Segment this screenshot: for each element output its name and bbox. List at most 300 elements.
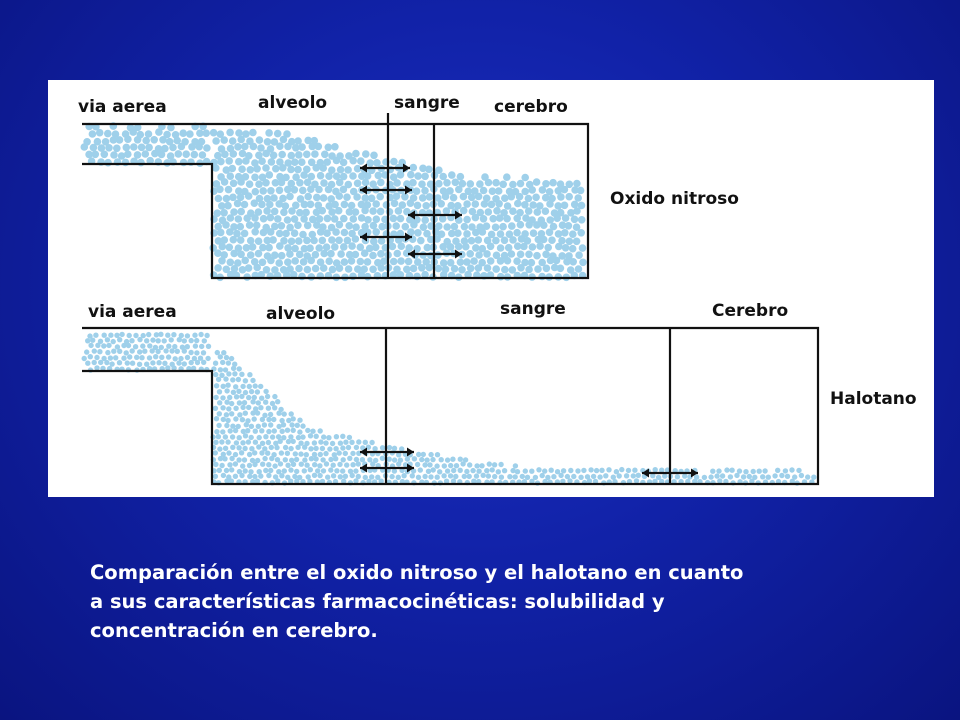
molecule bbox=[354, 457, 359, 462]
molecule bbox=[533, 475, 538, 480]
molecule bbox=[448, 473, 453, 478]
molecule bbox=[380, 445, 385, 450]
molecule bbox=[435, 180, 443, 188]
molecule bbox=[306, 474, 311, 479]
molecule bbox=[259, 187, 267, 195]
molecule bbox=[182, 338, 187, 343]
molecule bbox=[258, 405, 263, 410]
molecule bbox=[321, 151, 329, 159]
molecule bbox=[137, 159, 145, 167]
molecule bbox=[470, 468, 475, 473]
molecule bbox=[249, 424, 254, 429]
molecule bbox=[262, 413, 267, 418]
molecule bbox=[186, 130, 194, 138]
molecule bbox=[150, 136, 158, 144]
molecule bbox=[675, 474, 680, 479]
molecule bbox=[274, 130, 282, 138]
molecule bbox=[227, 259, 235, 267]
molecule bbox=[448, 171, 456, 179]
molecule bbox=[217, 400, 222, 405]
molecule bbox=[271, 452, 276, 457]
molecule bbox=[156, 338, 161, 343]
molecule bbox=[284, 244, 292, 252]
molecule bbox=[280, 209, 288, 217]
molecule bbox=[470, 257, 478, 265]
molecule bbox=[369, 180, 377, 188]
molecule bbox=[189, 338, 194, 343]
molecule bbox=[318, 452, 323, 457]
molecule bbox=[263, 468, 268, 473]
molecule bbox=[422, 474, 427, 479]
molecule bbox=[513, 257, 521, 265]
molecule bbox=[557, 209, 565, 217]
molecule bbox=[234, 143, 242, 151]
molecule bbox=[562, 244, 570, 252]
molecule bbox=[327, 250, 335, 258]
molecule bbox=[250, 378, 255, 383]
molecule bbox=[594, 468, 599, 473]
molecule bbox=[378, 237, 386, 245]
molecule bbox=[419, 457, 424, 462]
molecule bbox=[468, 223, 476, 231]
molecule bbox=[255, 180, 263, 188]
molecule bbox=[532, 194, 540, 202]
molecule bbox=[260, 462, 265, 467]
molecule bbox=[414, 258, 422, 266]
molecule bbox=[318, 439, 323, 444]
molecule bbox=[229, 194, 237, 202]
gas-uptake-diagram bbox=[48, 80, 934, 497]
molecule bbox=[214, 152, 222, 160]
molecule bbox=[267, 145, 275, 153]
molecule bbox=[271, 251, 279, 259]
molecule bbox=[257, 435, 262, 440]
molecule bbox=[497, 273, 505, 281]
molecule bbox=[479, 463, 484, 468]
molecule bbox=[565, 193, 573, 201]
molecule bbox=[323, 440, 328, 445]
bottom-label-blood: sangre bbox=[500, 299, 566, 319]
molecule bbox=[213, 361, 218, 366]
molecule bbox=[330, 441, 335, 446]
molecule bbox=[232, 371, 237, 376]
molecule bbox=[323, 451, 328, 456]
molecule bbox=[501, 194, 509, 202]
molecule bbox=[619, 467, 624, 472]
molecule bbox=[224, 355, 229, 360]
molecule bbox=[299, 462, 304, 467]
molecule bbox=[278, 222, 286, 230]
molecule bbox=[466, 250, 474, 258]
molecule bbox=[259, 259, 267, 267]
molecule bbox=[213, 440, 218, 445]
molecule bbox=[276, 434, 281, 439]
molecule bbox=[334, 468, 339, 473]
molecule bbox=[500, 209, 508, 217]
molecule bbox=[247, 166, 255, 174]
molecule bbox=[369, 440, 374, 445]
molecule bbox=[344, 237, 352, 245]
molecule bbox=[451, 223, 459, 231]
molecule bbox=[329, 266, 337, 274]
molecule bbox=[585, 474, 590, 479]
molecule bbox=[256, 400, 261, 405]
molecule bbox=[265, 129, 273, 137]
molecule bbox=[398, 458, 403, 463]
molecule bbox=[414, 172, 422, 180]
molecule bbox=[251, 174, 259, 182]
molecule bbox=[294, 469, 299, 474]
molecule bbox=[283, 457, 288, 462]
molecule bbox=[463, 200, 471, 208]
halothane-diagram bbox=[82, 299, 917, 484]
molecule bbox=[219, 439, 224, 444]
molecule bbox=[113, 355, 118, 360]
molecule bbox=[111, 349, 116, 354]
molecule bbox=[162, 361, 167, 366]
molecule bbox=[265, 451, 270, 456]
molecule bbox=[256, 424, 261, 429]
molecule bbox=[603, 473, 608, 478]
molecule bbox=[333, 259, 341, 267]
molecule bbox=[214, 223, 222, 231]
molecule bbox=[225, 157, 233, 165]
molecule bbox=[255, 458, 260, 463]
molecule bbox=[237, 208, 245, 216]
molecule bbox=[263, 389, 268, 394]
molecule bbox=[463, 216, 471, 224]
molecule bbox=[240, 463, 245, 468]
molecule bbox=[347, 435, 352, 440]
molecule bbox=[343, 193, 351, 201]
molecule bbox=[656, 475, 661, 480]
molecule bbox=[279, 450, 284, 455]
molecule bbox=[245, 428, 250, 433]
molecule bbox=[179, 129, 187, 137]
molecule bbox=[347, 456, 352, 461]
molecule bbox=[573, 238, 581, 246]
molecule bbox=[262, 422, 267, 427]
molecule bbox=[356, 439, 361, 444]
molecule bbox=[291, 215, 299, 223]
molecule bbox=[224, 400, 229, 405]
molecule bbox=[166, 344, 171, 349]
molecule bbox=[180, 159, 188, 167]
top-label-blood: sangre bbox=[394, 93, 460, 113]
molecule bbox=[291, 158, 299, 166]
molecule bbox=[139, 355, 144, 360]
molecule bbox=[271, 417, 276, 422]
molecule bbox=[392, 457, 397, 462]
molecule bbox=[521, 174, 529, 182]
molecule bbox=[82, 356, 87, 361]
molecule bbox=[240, 440, 245, 445]
molecule bbox=[766, 475, 771, 480]
molecule bbox=[162, 338, 167, 343]
molecule bbox=[513, 229, 521, 237]
molecule bbox=[137, 131, 145, 139]
molecule bbox=[115, 344, 120, 349]
molecule bbox=[354, 445, 359, 450]
molecule bbox=[422, 202, 430, 210]
molecule bbox=[237, 223, 245, 231]
molecule bbox=[328, 224, 336, 232]
molecule bbox=[113, 145, 121, 153]
molecule bbox=[262, 224, 270, 232]
molecule bbox=[418, 180, 426, 188]
molecule bbox=[316, 215, 324, 223]
molecule bbox=[327, 446, 332, 451]
molecule bbox=[796, 468, 801, 473]
molecule bbox=[483, 222, 491, 230]
molecule bbox=[295, 423, 300, 428]
molecule bbox=[340, 468, 345, 473]
molecule bbox=[345, 152, 353, 160]
molecule bbox=[463, 457, 468, 462]
molecule bbox=[350, 188, 358, 196]
molecule bbox=[345, 222, 353, 230]
molecule bbox=[242, 130, 250, 138]
molecule bbox=[363, 440, 368, 445]
molecule bbox=[252, 395, 257, 400]
molecule bbox=[191, 151, 199, 159]
molecule bbox=[469, 208, 477, 216]
molecule bbox=[102, 138, 110, 146]
molecule bbox=[202, 338, 207, 343]
molecule bbox=[292, 202, 300, 210]
molecule bbox=[112, 130, 120, 138]
molecule bbox=[405, 244, 413, 252]
molecule bbox=[499, 475, 504, 480]
molecule bbox=[212, 137, 220, 145]
molecule bbox=[308, 467, 313, 472]
molecule bbox=[506, 230, 514, 238]
molecule bbox=[507, 474, 512, 479]
molecule bbox=[311, 181, 319, 189]
molecule bbox=[258, 384, 263, 389]
molecule bbox=[313, 446, 318, 451]
molecule bbox=[270, 194, 278, 202]
molecule bbox=[185, 355, 190, 360]
molecule bbox=[356, 474, 361, 479]
molecule bbox=[394, 250, 402, 258]
molecule bbox=[233, 461, 238, 466]
molecule bbox=[364, 273, 372, 281]
molecule bbox=[300, 434, 305, 439]
molecule bbox=[328, 166, 336, 174]
molecule bbox=[224, 468, 229, 473]
molecule bbox=[89, 130, 97, 138]
molecule bbox=[253, 429, 258, 434]
molecule bbox=[134, 355, 139, 360]
molecule bbox=[300, 215, 308, 223]
molecule bbox=[295, 237, 303, 245]
molecule bbox=[220, 395, 225, 400]
molecule bbox=[307, 201, 315, 209]
molecule bbox=[493, 252, 501, 260]
molecule bbox=[662, 473, 667, 478]
molecule bbox=[161, 145, 169, 153]
molecule bbox=[372, 446, 377, 451]
molecule bbox=[291, 245, 299, 253]
molecule bbox=[251, 228, 259, 236]
molecule bbox=[269, 236, 277, 244]
molecule bbox=[266, 406, 271, 411]
molecule bbox=[229, 356, 234, 361]
molecule bbox=[137, 349, 142, 354]
molecule bbox=[253, 406, 258, 411]
molecule bbox=[217, 173, 225, 181]
molecule bbox=[354, 180, 362, 188]
molecule bbox=[233, 230, 241, 238]
molecule bbox=[142, 137, 150, 145]
molecule bbox=[83, 138, 91, 146]
molecule bbox=[421, 187, 429, 195]
molecule bbox=[551, 474, 556, 479]
molecule bbox=[811, 475, 816, 480]
molecule bbox=[694, 475, 699, 480]
molecule bbox=[566, 181, 574, 189]
molecule bbox=[234, 259, 242, 267]
molecule bbox=[349, 172, 357, 180]
molecule bbox=[353, 468, 358, 473]
molecule bbox=[450, 194, 458, 202]
molecule bbox=[262, 164, 270, 172]
molecule bbox=[209, 244, 217, 252]
molecule bbox=[435, 265, 443, 273]
bottom-label-airway: via aerea bbox=[88, 302, 177, 322]
molecule bbox=[363, 475, 368, 480]
molecule bbox=[438, 230, 446, 238]
molecule bbox=[249, 389, 254, 394]
molecule bbox=[108, 355, 113, 360]
molecule bbox=[493, 207, 501, 215]
molecule bbox=[341, 258, 349, 266]
molecule bbox=[253, 222, 261, 230]
molecule bbox=[380, 456, 385, 461]
molecule bbox=[369, 266, 377, 274]
molecule bbox=[304, 222, 312, 230]
molecule bbox=[311, 137, 319, 145]
molecule bbox=[255, 152, 263, 160]
molecule bbox=[490, 467, 495, 472]
molecule bbox=[221, 236, 229, 244]
molecule bbox=[348, 469, 353, 474]
molecule bbox=[546, 216, 554, 224]
molecule bbox=[298, 441, 303, 446]
molecule bbox=[92, 151, 100, 159]
molecule bbox=[448, 463, 453, 468]
molecule bbox=[246, 439, 251, 444]
molecule bbox=[302, 468, 307, 473]
molecule bbox=[312, 251, 320, 259]
molecule bbox=[542, 468, 547, 473]
molecule bbox=[259, 396, 264, 401]
molecule bbox=[233, 474, 238, 479]
molecule bbox=[213, 450, 218, 455]
molecule bbox=[324, 215, 332, 223]
molecule bbox=[304, 193, 312, 201]
molecule bbox=[263, 400, 268, 405]
molecule bbox=[308, 159, 316, 167]
molecule bbox=[167, 152, 175, 160]
molecule bbox=[521, 188, 529, 196]
molecule bbox=[101, 343, 106, 348]
molecule bbox=[333, 446, 338, 451]
molecule bbox=[124, 150, 132, 158]
molecule bbox=[320, 179, 328, 187]
molecule bbox=[278, 252, 286, 260]
molecule bbox=[501, 266, 509, 274]
molecule bbox=[175, 150, 183, 158]
molecule bbox=[386, 208, 394, 216]
molecule bbox=[241, 201, 249, 209]
molecule bbox=[340, 445, 345, 450]
molecule bbox=[573, 180, 581, 188]
molecule bbox=[333, 172, 341, 180]
molecule bbox=[185, 333, 190, 338]
molecule bbox=[525, 207, 533, 215]
molecule bbox=[92, 360, 97, 365]
molecule bbox=[375, 475, 380, 480]
molecule bbox=[492, 224, 500, 232]
molecule bbox=[364, 216, 372, 224]
molecule bbox=[192, 333, 197, 338]
molecule bbox=[267, 214, 275, 222]
molecule bbox=[352, 223, 360, 231]
molecule bbox=[233, 416, 238, 421]
molecule bbox=[117, 360, 122, 365]
molecule bbox=[741, 474, 746, 479]
molecule bbox=[555, 230, 563, 238]
molecule bbox=[405, 258, 413, 266]
molecule bbox=[577, 187, 585, 195]
molecule bbox=[369, 474, 374, 479]
molecule bbox=[357, 157, 365, 165]
molecule bbox=[172, 344, 177, 349]
molecule bbox=[310, 429, 315, 434]
molecule bbox=[484, 468, 489, 473]
molecule bbox=[588, 467, 593, 472]
molecule bbox=[550, 223, 558, 231]
molecule bbox=[561, 229, 569, 237]
molecule bbox=[156, 360, 161, 365]
molecule bbox=[503, 173, 511, 181]
molecule bbox=[325, 475, 330, 480]
molecule bbox=[399, 446, 404, 451]
molecule bbox=[150, 337, 155, 342]
molecule bbox=[281, 435, 286, 440]
molecule bbox=[255, 208, 263, 216]
molecule bbox=[237, 469, 242, 474]
molecule bbox=[529, 243, 537, 251]
molecule bbox=[492, 474, 497, 479]
molecule bbox=[280, 237, 288, 245]
molecule bbox=[221, 417, 226, 422]
molecule bbox=[341, 201, 349, 209]
molecule bbox=[223, 434, 228, 439]
molecule bbox=[178, 356, 183, 361]
molecule bbox=[463, 258, 471, 266]
molecule bbox=[294, 166, 302, 174]
molecule bbox=[450, 457, 455, 462]
molecule bbox=[312, 473, 317, 478]
molecule bbox=[304, 266, 312, 274]
molecule bbox=[751, 469, 756, 474]
molecule bbox=[571, 216, 579, 224]
molecule bbox=[217, 446, 222, 451]
molecule bbox=[538, 273, 546, 281]
